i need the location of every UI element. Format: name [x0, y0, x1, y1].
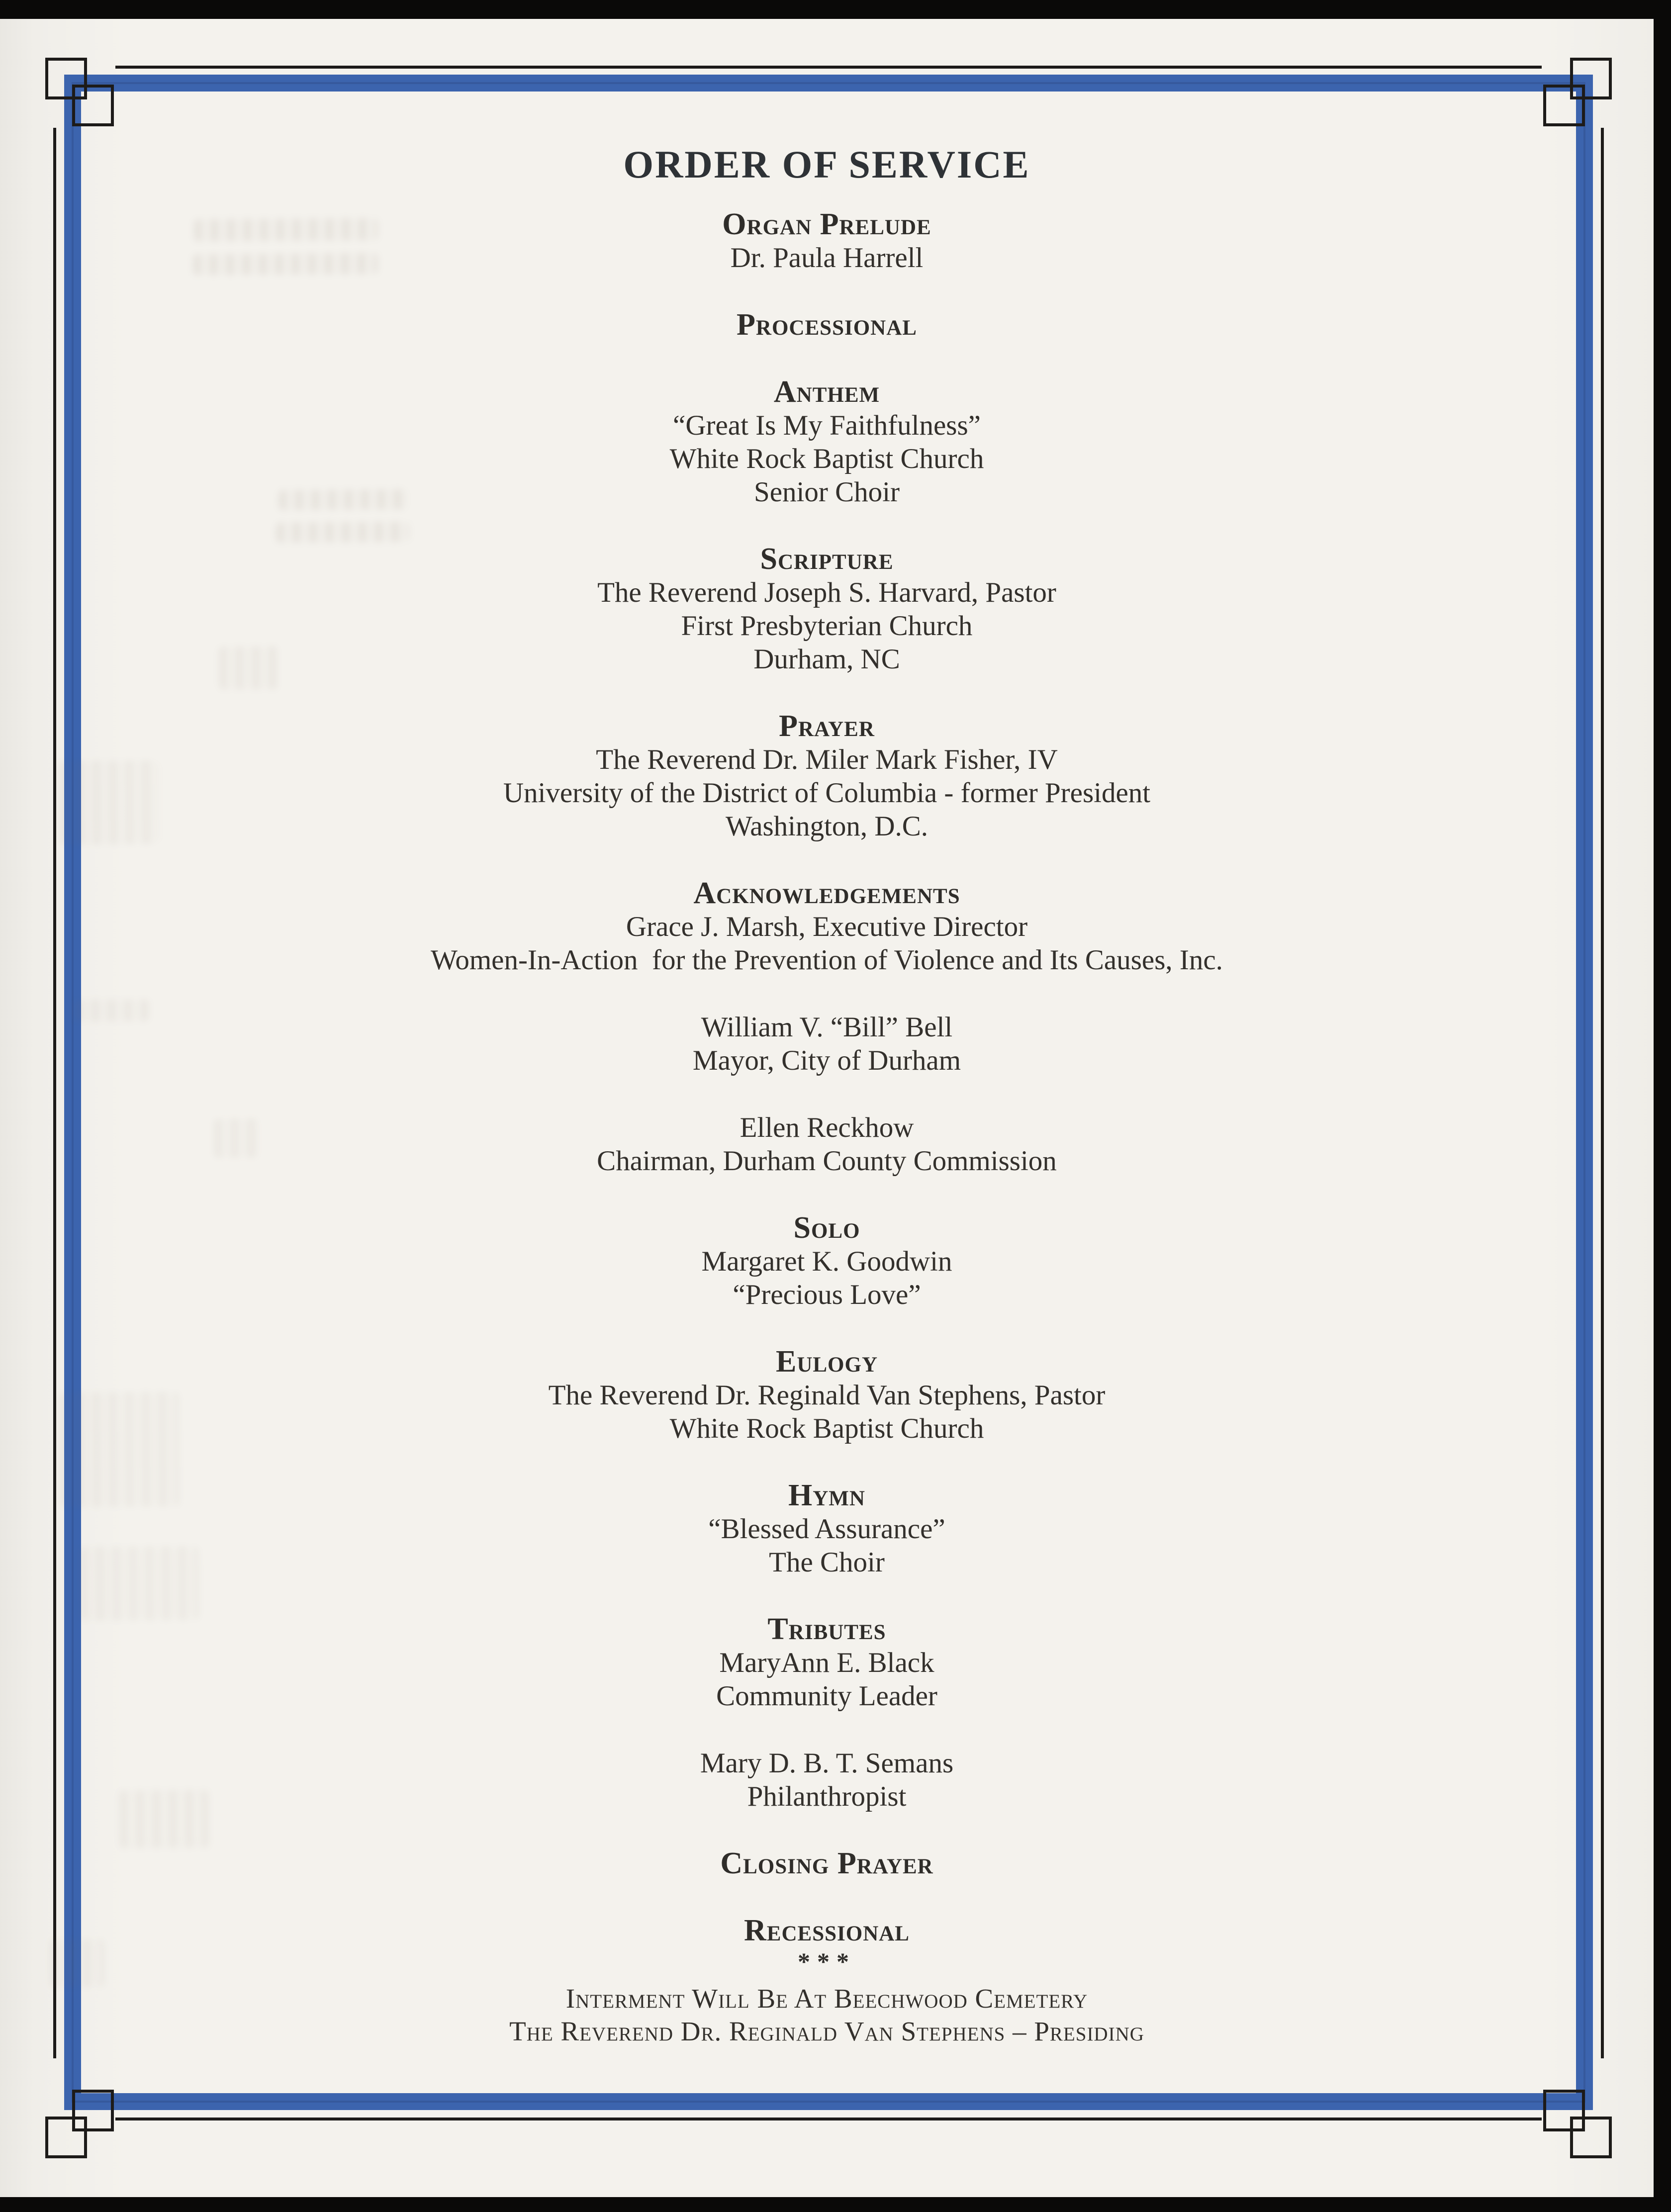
- section-heading: Prayer: [779, 709, 875, 743]
- section-line: Community Leader: [716, 1680, 937, 1712]
- section-line: William V. “Bill” Bell: [701, 1012, 953, 1043]
- section-line: Mayor, City of Durham: [692, 1045, 961, 1076]
- program-item-eulogy: [0, 1345, 1654, 1445]
- section-line: White Rock Baptist Church: [669, 1413, 984, 1444]
- section-line: “Precious Love”: [733, 1279, 921, 1310]
- section-line: University of the District of Columbia - former President: [503, 777, 1151, 809]
- section-heading: Tributes: [767, 1612, 886, 1646]
- program-item-prayer: [0, 710, 1654, 843]
- section-line: MaryAnn E. Black: [719, 1647, 934, 1678]
- section-line: Washington, D.C.: [725, 811, 928, 842]
- program-item-solo: [0, 1211, 1654, 1311]
- section-heading: Closing Prayer: [720, 1846, 933, 1880]
- program-item-organ-prelude: [0, 208, 1654, 275]
- section-heading: Solo: [793, 1211, 860, 1245]
- section-line: “Great Is My Faithfulness”: [673, 410, 981, 441]
- section-line: Philanthropist: [747, 1781, 907, 1812]
- section-line: Grace J. Marsh, Executive Director: [626, 911, 1028, 942]
- section-heading: Eulogy: [775, 1345, 878, 1379]
- program-item-hymn: [0, 1479, 1654, 1579]
- section-line: Margaret K. Goodwin: [701, 1246, 952, 1277]
- section-line: Durham, NC: [753, 644, 900, 675]
- section-heading: Hymn: [788, 1478, 865, 1512]
- section-line: Women-In-Action for the Prevention of Violence and Its Causes, Inc.: [431, 944, 1223, 976]
- paper-sheet: [0, 19, 1654, 2197]
- section-line: The Reverend Dr. Reginald Van Stephens, Pastor: [548, 1380, 1106, 1411]
- section-heading: Organ Prelude: [722, 207, 931, 241]
- program-item-tributes: [0, 1613, 1654, 1713]
- program-footer: [0, 1982, 1654, 2048]
- section-line: Mary D. B. T. Semans: [700, 1748, 954, 1779]
- interment-note: Interment Will Be At Beechwood Cemetery: [565, 1983, 1088, 2014]
- section-line: Ellen Reckhow: [740, 1112, 914, 1143]
- section-heading: Anthem: [773, 375, 880, 409]
- section-heading: Acknowledgements: [693, 876, 960, 910]
- program-item-acknowledgements: [0, 877, 1654, 977]
- program-item-anthem: [0, 375, 1654, 509]
- presiding-note: The Reverend Dr. Reginald Van Stephens – Presiding: [509, 2016, 1144, 2046]
- section-line: “Blessed Assurance”: [708, 1513, 945, 1545]
- section-line: Senior Choir: [754, 476, 900, 508]
- program-item-scripture: [0, 543, 1654, 676]
- program-item-philanthropist: [0, 1747, 1654, 1813]
- section-line: The Choir: [769, 1547, 885, 1578]
- section-line: Dr. Paula Harrell: [730, 242, 924, 274]
- program-content: [0, 19, 1654, 2048]
- program-item-county-chairman: [0, 1111, 1654, 1178]
- program-item-recessional: [0, 1914, 1654, 1947]
- section-heading: Processional: [737, 308, 917, 342]
- section-line: Chairman, Durham County Commission: [597, 1145, 1057, 1177]
- section-line: White Rock Baptist Church: [669, 443, 984, 474]
- asterisk-divider: ***: [798, 1947, 856, 1975]
- section-line: The Reverend Joseph S. Harvard, Pastor: [597, 577, 1056, 608]
- section-heading: Scripture: [760, 542, 894, 576]
- section-line: First Presbyterian Church: [681, 610, 973, 642]
- program-item-closing-prayer: [0, 1847, 1654, 1880]
- section-heading: Recessional: [744, 1914, 910, 1947]
- section-line: The Reverend Dr. Miler Mark Fisher, IV: [596, 744, 1058, 775]
- page-title: ORDER OF SERVICE: [623, 143, 1030, 186]
- program-item-processional: [0, 308, 1654, 342]
- program-item-mayor: [0, 1011, 1654, 1077]
